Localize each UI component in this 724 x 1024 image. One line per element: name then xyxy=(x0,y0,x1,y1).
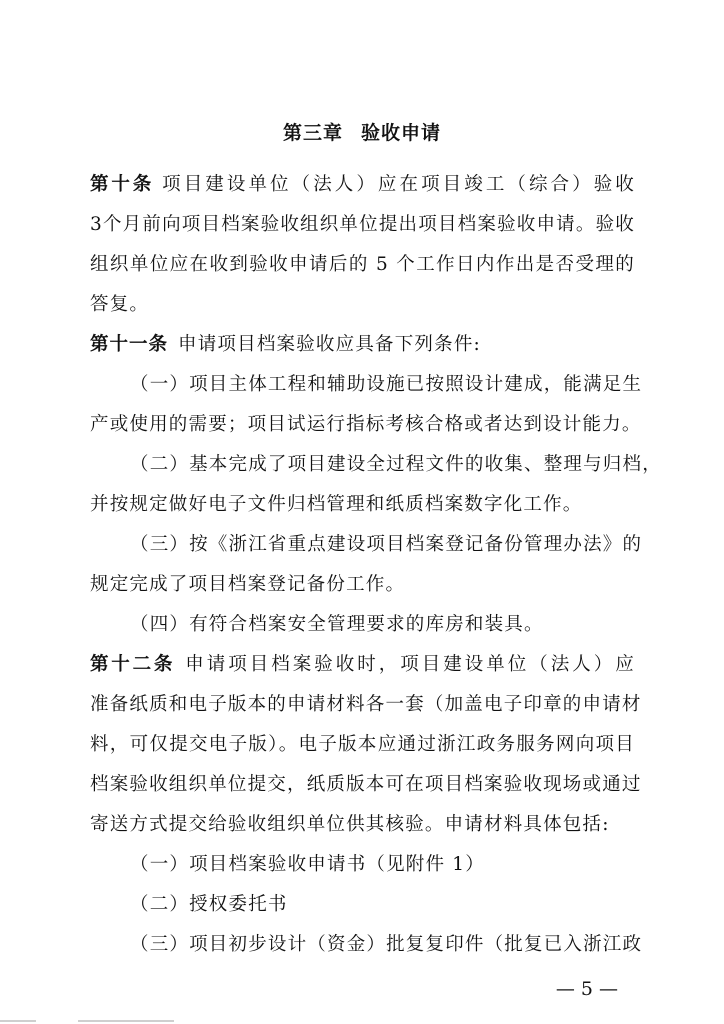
article11-item-4-line-1: （四）有符合档案安全管理要求的库房和装具。 xyxy=(130,614,544,635)
article11-item-2-line-1: （二）基本完成了项目建设全过程文件的收集、整理与归档， xyxy=(130,454,662,475)
article11-intro-line: 第十一条 申请项目档案验收应具备下列条件: xyxy=(90,334,481,355)
article12-label: 第十二条 xyxy=(90,654,176,675)
scan-edge-mark xyxy=(0,1020,36,1022)
article11-item-2-line-2: 并按规定做好电子文件归档管理和纸质档案数字化工作。 xyxy=(90,494,583,515)
article10-line-2: 3个月前向项目档案验收组织单位提出项目档案验收申请。验收 xyxy=(90,214,635,235)
article11-item-3-line-1: （三）按《浙江省重点建设项目档案登记备份管理办法》的 xyxy=(130,534,643,555)
article10-label: 第十条 xyxy=(90,174,155,195)
article10-line-3: 组织单位应在收到验收申请后的 5 个工作日内作出是否受理的 xyxy=(90,254,635,275)
page-number: — 5 — xyxy=(555,978,618,1000)
chapter-heading xyxy=(0,118,724,145)
article12-item-3: （三）项目初步设计（资金）批复复印件（批复已入浙江政 xyxy=(130,934,643,955)
article12-line-4: 档案验收组织单位提交，纸质版本可在项目档案验收现场或通过 xyxy=(90,774,642,795)
article11-label: 第十一条 xyxy=(90,334,169,355)
article12-item-2: （二）授权委托书 xyxy=(130,894,288,915)
article11-item-1-line-2: 产或使用的需要；项目试运行指标考核合格或者达到设计能力。 xyxy=(90,414,642,435)
article12-line-5: 寄送方式提交给验收组织单位供其核验。申请材料具体包括: xyxy=(90,814,610,835)
article12-line-2: 准备纸质和电子版本的申请材料各一套（加盖电子印章的申请材 xyxy=(90,694,642,715)
article11-item-1-line-1: （一）项目主体工程和辅助设施已按照设计建成，能满足生 xyxy=(130,374,643,395)
scan-edge-mark xyxy=(78,1020,174,1022)
chapter-title: 第三章 xyxy=(282,122,343,144)
article12-item-1: （一）项目档案验收申请书（见附件 1） xyxy=(130,854,485,875)
article10-line-1: 第十条 项目建设单位（法人）应在项目竣工（综合）验收 xyxy=(90,174,635,195)
chapter-subtitle: 验收申请 xyxy=(361,122,442,144)
article11-item-3-line-2: 规定完成了项目档案登记备份工作。 xyxy=(90,574,406,595)
article12-line-3: 料，可仅提交电子版）。电子版本应通过浙江政务服务网向项目 xyxy=(90,734,635,755)
article12-line-1: 第十二条 申请项目档案验收时，项目建设单位（法人）应 xyxy=(90,654,635,675)
article10-line-4: 答复。 xyxy=(90,294,150,315)
